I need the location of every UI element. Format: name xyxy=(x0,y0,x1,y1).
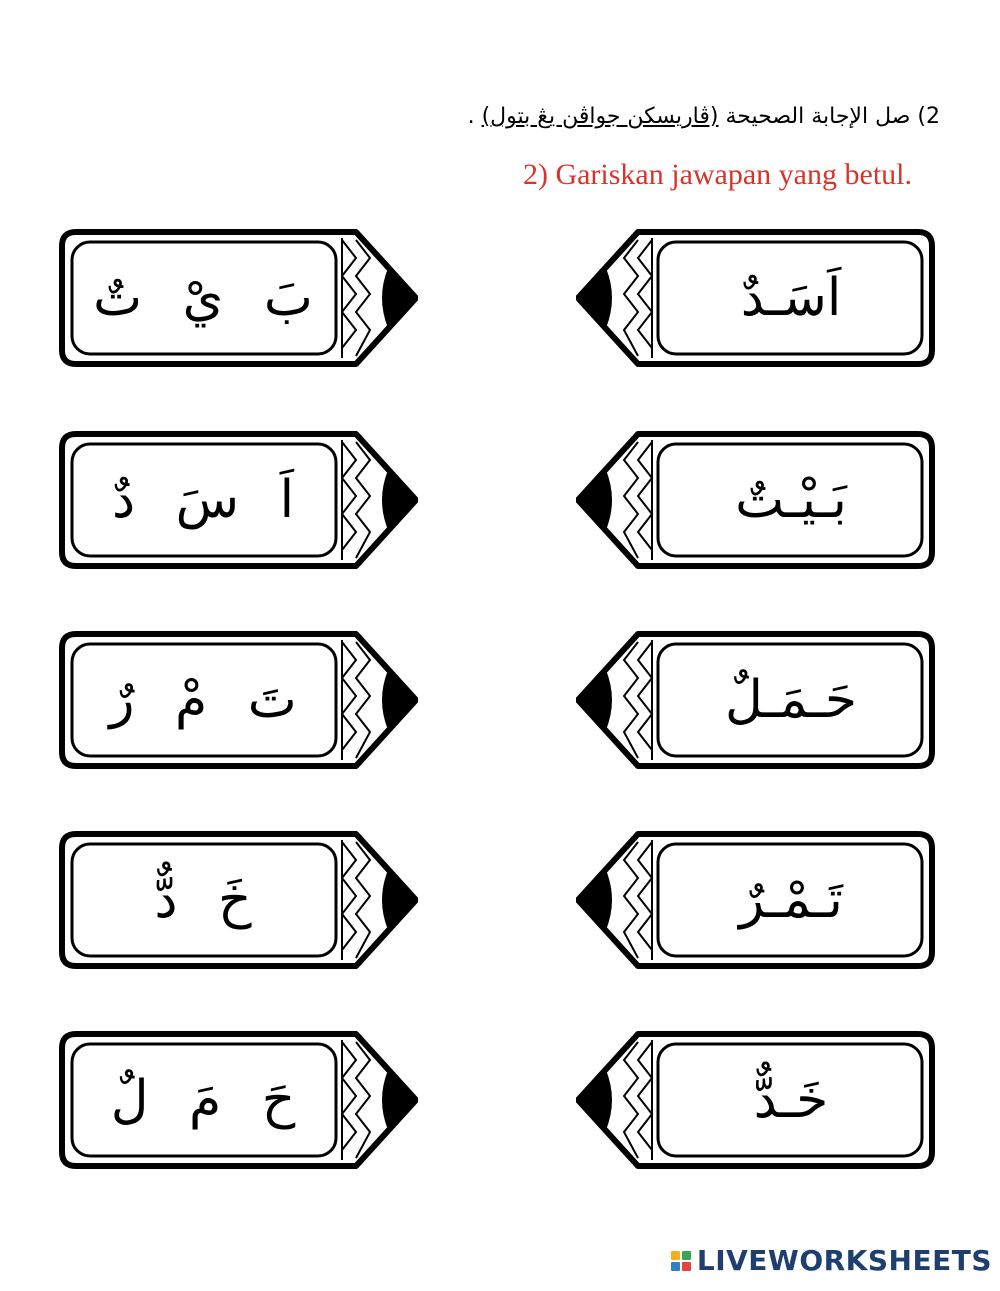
joined-word-text: خَـدٌّ xyxy=(753,1070,829,1130)
arabic-instruction-prefix: 2) صل الإجابة الصحيحة xyxy=(725,104,940,129)
logo-square xyxy=(671,1262,680,1271)
spelled-word-card[interactable] xyxy=(58,1030,418,1170)
joined-word-card[interactable] xyxy=(576,630,936,770)
spelled-word-card[interactable] xyxy=(58,630,418,770)
spelled-word-text: اَ سَ دٌ xyxy=(111,470,295,530)
arabic-instruction xyxy=(468,104,940,129)
spelled-word-text: حَ مَ لٌ xyxy=(110,1070,296,1130)
malay-instruction: 2) Gariskan jawapan yang betul. xyxy=(522,158,912,191)
spelled-word-card[interactable] xyxy=(58,430,418,570)
branding xyxy=(671,1244,992,1277)
joined-word-text: حَـمَـلٌ xyxy=(724,670,858,730)
joined-word-card[interactable] xyxy=(576,430,936,570)
brand-name: LIVEWORKSHEETS xyxy=(696,1244,992,1277)
spelled-word-card[interactable] xyxy=(58,228,418,368)
joined-word-text: اَسَـدٌ xyxy=(740,268,842,328)
logo-square xyxy=(682,1251,691,1260)
liveworksheets-logo-icon xyxy=(671,1251,691,1271)
joined-word-text: تَـمْـرٌ xyxy=(739,870,843,930)
logo-square xyxy=(671,1251,680,1260)
spelled-word-text: خَ دٌّ xyxy=(154,870,252,930)
spelled-word-card[interactable] xyxy=(58,830,418,970)
joined-word-card[interactable] xyxy=(576,830,936,970)
joined-word-card[interactable] xyxy=(576,228,936,368)
joined-word-text: بَـيْـتٌ xyxy=(735,470,847,530)
arabic-instruction-jawi: (ڤاريسكن جواڤن يڠ بتول) xyxy=(481,104,719,129)
arabic-instruction-suffix: . xyxy=(467,104,482,129)
logo-square xyxy=(682,1262,691,1271)
spelled-word-text: بَ يْ تٌ xyxy=(93,268,313,328)
spelled-word-text: تَ مْ رٌ xyxy=(109,670,297,730)
joined-word-card[interactable] xyxy=(576,1030,936,1170)
